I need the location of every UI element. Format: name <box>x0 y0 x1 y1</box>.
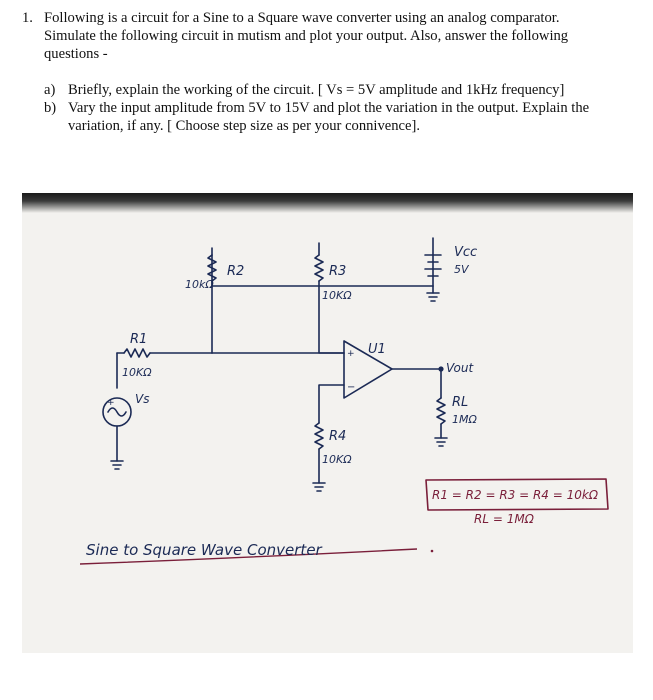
caption-text: Sine to Square Wave Converter <box>86 541 322 559</box>
r4-value-label: 10KΩ <box>322 453 352 466</box>
part-b-letter: b) <box>44 100 57 116</box>
vcc-value-label: 5V <box>454 263 469 276</box>
vout-label: Vout <box>446 361 474 375</box>
u1-name-label: U1 <box>368 342 386 357</box>
output-node <box>439 367 443 371</box>
vcc-ground <box>427 293 439 301</box>
vs-plus-label: + <box>107 398 115 408</box>
rl-value-label: 1MΩ <box>452 413 477 426</box>
intro-line-3: questions - <box>44 46 108 62</box>
rl-resistor <box>437 398 445 424</box>
part-a-letter: a) <box>44 82 56 98</box>
question-number: 1. <box>22 10 33 26</box>
minus-input-wire <box>319 385 344 423</box>
circuit-diagram <box>22 193 633 653</box>
rl-ground <box>435 438 447 446</box>
r4-resistor <box>315 423 323 449</box>
r3-name-label: R3 <box>329 264 347 279</box>
r4-ground <box>313 483 325 491</box>
part-b-line-1: Vary the input amplitude from 5V to 15V and plot the variation in the output. Explain the <box>68 100 590 116</box>
vs-name-label: Vs <box>135 392 150 406</box>
r4-name-label: R4 <box>329 429 347 444</box>
intro-line-2: Simulate the following circuit in mutism and plot your output. Also, answer the following <box>44 28 569 44</box>
vs-sine-symbol <box>108 408 126 416</box>
caption-dot <box>431 550 434 553</box>
part-a-line-1: Briefly, explain the working of the circuit. [ Vs = 5V amplitude and 1kHz frequency] <box>68 82 565 98</box>
r2-value-label: 10kΩ <box>185 278 214 291</box>
source-ground <box>111 461 123 469</box>
summary-line-2: RL = 1MΩ <box>474 512 534 526</box>
r2-name-label: R2 <box>227 264 245 279</box>
r1-resistor <box>124 349 150 357</box>
part-b-line-2: variation, if any. [ Choose step size as per your connivence]. <box>68 118 421 134</box>
circuit-photo <box>22 193 633 653</box>
r3-resistor <box>315 255 323 281</box>
r1-name-label: R1 <box>130 332 148 347</box>
summary-line-1: R1 = R2 = R3 = R4 = 10kΩ <box>432 488 599 502</box>
intro-line-1: Following is a circuit for a Sine to a Square wave converter using an analog comparator. <box>44 10 560 26</box>
r1-value-label: 10KΩ <box>122 366 152 379</box>
rl-name-label: RL <box>452 395 469 410</box>
r3-value-label: 10KΩ <box>322 289 352 302</box>
vcc-name-label: Vcc <box>454 245 478 260</box>
op-amp-minus: − <box>347 382 356 393</box>
op-amp-plus: + <box>347 349 355 359</box>
